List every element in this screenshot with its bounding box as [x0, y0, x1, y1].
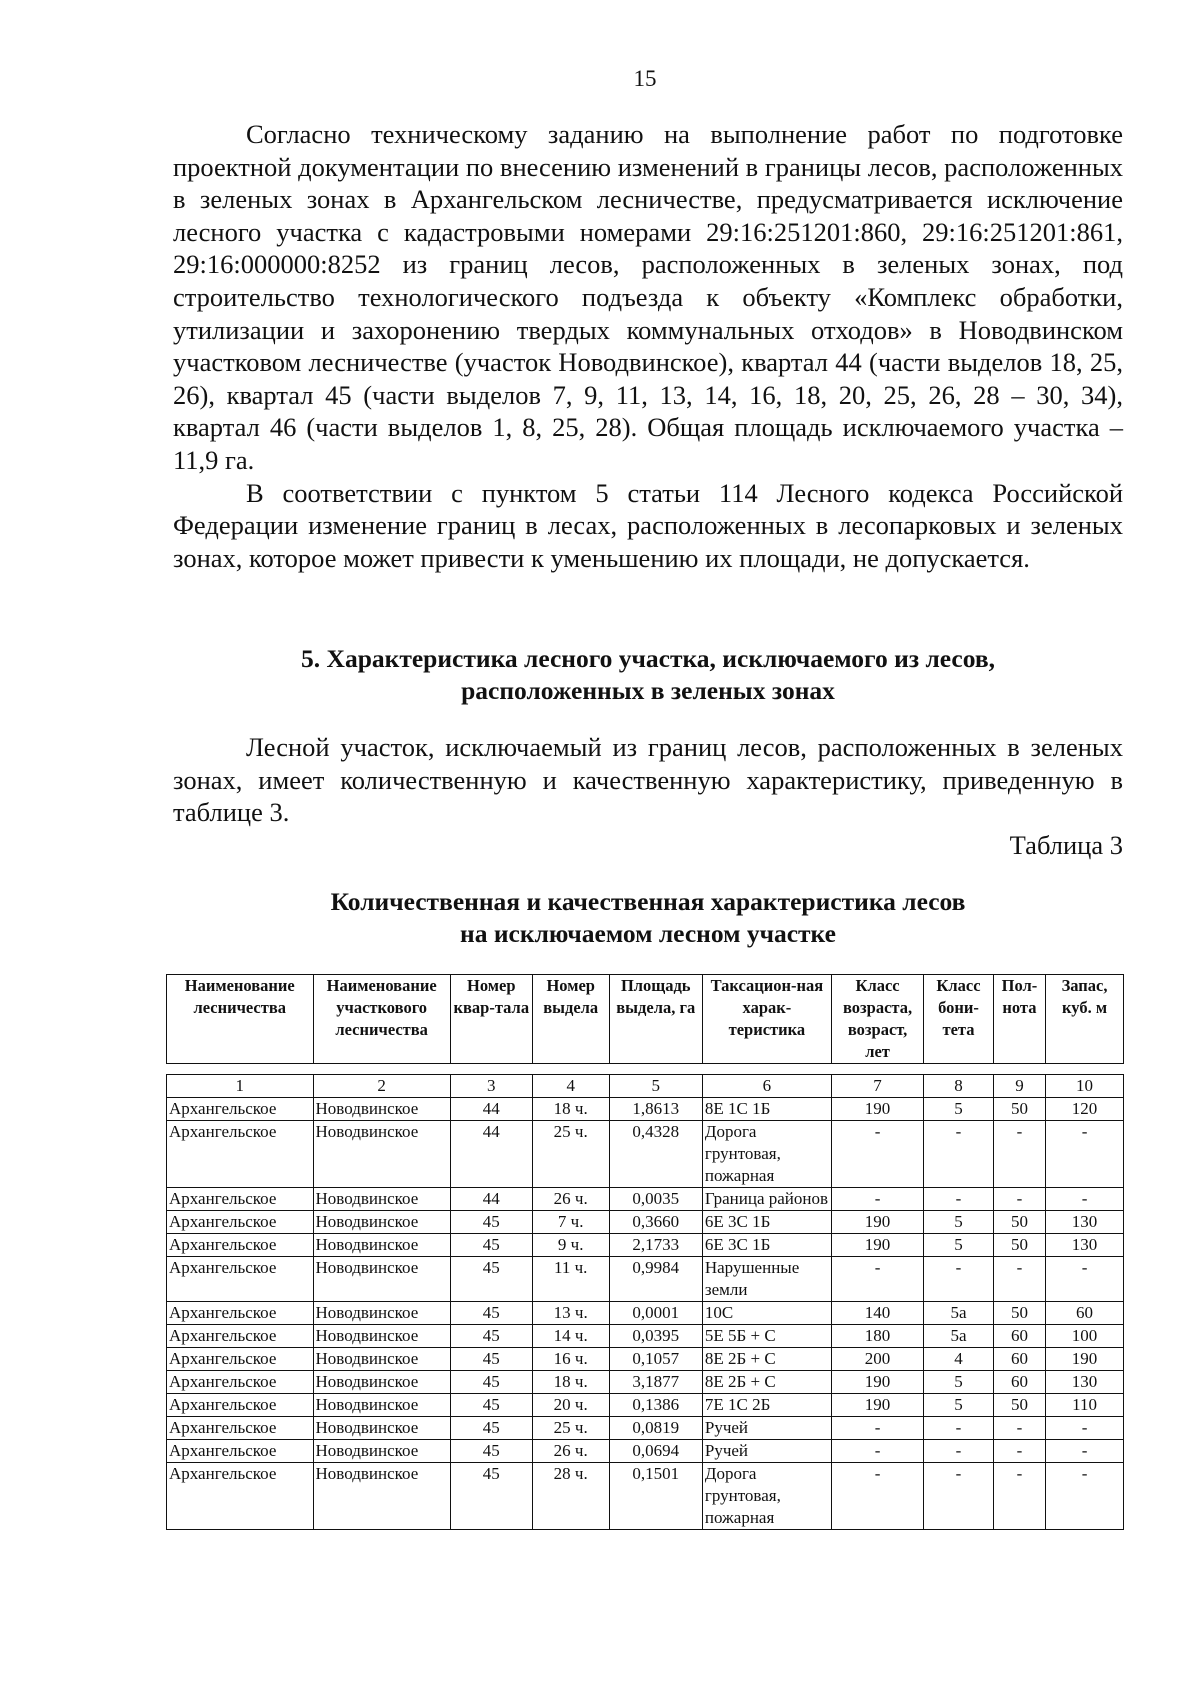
- table-cell: Новодвинское: [313, 1417, 450, 1440]
- table-cell: 5: [924, 1211, 994, 1234]
- table-cell: Новодвинское: [313, 1371, 450, 1394]
- table-cell: 10С: [702, 1302, 831, 1325]
- column-number-cell: 4: [532, 1075, 609, 1098]
- table-cell: 45: [450, 1371, 532, 1394]
- table-cell: 0,3660: [609, 1211, 702, 1234]
- table-cell: Архангельское: [167, 1440, 314, 1463]
- table-cell: -: [1046, 1121, 1124, 1188]
- column-number-row: [167, 1075, 1124, 1098]
- table-cell: -: [1046, 1440, 1124, 1463]
- table-cell: Архангельское: [167, 1348, 314, 1371]
- column-number-cell: 9: [993, 1075, 1045, 1098]
- header-cell: Номер квар-тала: [450, 975, 532, 1064]
- table-cell: 0,0694: [609, 1440, 702, 1463]
- table-cell: 120: [1046, 1098, 1124, 1121]
- table-cell: 60: [1046, 1302, 1124, 1325]
- table-row: [167, 1234, 1124, 1257]
- table-row: [167, 1440, 1124, 1463]
- header-cell: Наименование участкового лесничества: [313, 975, 450, 1064]
- table-cell: -: [993, 1188, 1045, 1211]
- table-cell: 8Е 2Б + С: [702, 1348, 831, 1371]
- header-cell: Таксацион-ная харак-теристика: [702, 975, 831, 1064]
- header-cell: Запас, куб. м: [1046, 975, 1124, 1064]
- table-cell: -: [924, 1257, 994, 1302]
- table-cell: 9 ч.: [532, 1234, 609, 1257]
- table-title-line-2: на исключаемом лесном участке: [460, 919, 836, 948]
- table-cell: Новодвинское: [313, 1302, 450, 1325]
- table-cell: -: [831, 1440, 923, 1463]
- table-cell: 26 ч.: [532, 1440, 609, 1463]
- table-title-line-1: Количественная и качественная характеристика лесов: [330, 887, 966, 916]
- table-cell: Архангельское: [167, 1234, 314, 1257]
- table-cell: Новодвинское: [313, 1211, 450, 1234]
- intro-paragraph-2: В соответствии с пунктом 5 статьи 114 Лесного кодекса Российской Федерации изменение границ в лесах, расположенных в лесопарковых и зеленых зонах, которое может привести к уменьшению их площади, не допускается.: [173, 477, 1123, 573]
- table-cell: 5Е 5Б + С: [702, 1325, 831, 1348]
- table-cell: 5: [924, 1371, 994, 1394]
- table-cell: 45: [450, 1257, 532, 1302]
- table-cell: Архангельское: [167, 1211, 314, 1234]
- table-cell: 5а: [924, 1302, 994, 1325]
- table-cell: 6Е 3С 1Б: [702, 1234, 831, 1257]
- table-cell: Архангельское: [167, 1394, 314, 1417]
- table-cell: -: [1046, 1417, 1124, 1440]
- table-cell: Архангельское: [167, 1417, 314, 1440]
- table-cell: Ручей: [702, 1440, 831, 1463]
- table-cell: 25 ч.: [532, 1121, 609, 1188]
- table-cell: -: [993, 1417, 1045, 1440]
- table-title: [173, 886, 1123, 950]
- table-cell: 8Е 2Б + С: [702, 1371, 831, 1394]
- section-heading-line-1: 5. Характеристика лесного участка, исключаемого из лесов,: [301, 644, 995, 673]
- table-cell: Новодвинское: [313, 1098, 450, 1121]
- table-cell: Новодвинское: [313, 1257, 450, 1302]
- header-cell: Площадь выдела, га: [609, 975, 702, 1064]
- column-number-cell: 10: [1046, 1075, 1124, 1098]
- table-cell: 50: [993, 1211, 1045, 1234]
- table-cell: -: [1046, 1463, 1124, 1530]
- table-cell: 50: [993, 1394, 1045, 1417]
- table-cell: 20 ч.: [532, 1394, 609, 1417]
- column-number-cell: 7: [831, 1075, 923, 1098]
- table-cell: 0,4328: [609, 1121, 702, 1188]
- table-cell: Архангельское: [167, 1371, 314, 1394]
- table-cell: -: [924, 1417, 994, 1440]
- table-cell: Новодвинское: [313, 1394, 450, 1417]
- table-cell: 190: [1046, 1348, 1124, 1371]
- table-cell: 0,0395: [609, 1325, 702, 1348]
- header-cell: Наименование лесничества: [167, 975, 314, 1064]
- table-cell: -: [831, 1257, 923, 1302]
- table-cell: Архангельское: [167, 1463, 314, 1530]
- table-row: [167, 1211, 1124, 1234]
- table-cell: 18 ч.: [532, 1098, 609, 1121]
- table-cell: 5: [924, 1098, 994, 1121]
- table-cell: Дорога грунтовая, пожарная: [702, 1121, 831, 1188]
- table-cell: 45: [450, 1394, 532, 1417]
- table-row: [167, 1417, 1124, 1440]
- table-cell: 11 ч.: [532, 1257, 609, 1302]
- table-cell: 44: [450, 1121, 532, 1188]
- table-cell: -: [993, 1440, 1045, 1463]
- table-cell: 110: [1046, 1394, 1124, 1417]
- table-cell: 60: [993, 1325, 1045, 1348]
- table-cell: 5: [924, 1394, 994, 1417]
- table-cell: -: [831, 1121, 923, 1188]
- table-cell: 1,8613: [609, 1098, 702, 1121]
- table-cell: 190: [831, 1394, 923, 1417]
- table-cell: Архангельское: [167, 1098, 314, 1121]
- table-cell: 7 ч.: [532, 1211, 609, 1234]
- table-number: Таблица 3: [1009, 830, 1123, 860]
- table-body: [166, 1074, 1124, 1530]
- table-cell: 2,1733: [609, 1234, 702, 1257]
- table-cell: Новодвинское: [313, 1188, 450, 1211]
- table-cell: 0,0001: [609, 1302, 702, 1325]
- table-cell: 50: [993, 1098, 1045, 1121]
- table-header: [166, 974, 1124, 1064]
- header-cell: Класс возраста, возраст, лет: [831, 975, 923, 1064]
- table-cell: 6Е 3С 1Б: [702, 1211, 831, 1234]
- column-number-cell: 6: [702, 1075, 831, 1098]
- table-cell: 130: [1046, 1371, 1124, 1394]
- table-cell: 180: [831, 1325, 923, 1348]
- table-cell: Архангельское: [167, 1121, 314, 1188]
- table-cell: 45: [450, 1234, 532, 1257]
- table-cell: Новодвинское: [313, 1463, 450, 1530]
- table-cell: 45: [450, 1417, 532, 1440]
- table-cell: -: [993, 1463, 1045, 1530]
- column-number-cell: 3: [450, 1075, 532, 1098]
- table-row: [167, 1188, 1124, 1211]
- intro-paragraph-1: Согласно техническому заданию на выполнение работ по подготовке проектной документации по внесению изменений в границы лесов, расположенных в зеленых зонах в Архангельском лесничестве, предусматривается исключение лесного участка с кадастровыми номерами 29:16:251201:860, 29:16:251201:861, 29:16:000000:8252 из границ лесов, расположенных в зеленых зонах, под строительство технологического подъезда к объекту «Комплекс обработки, утилизации и захоронению твердых коммунальных отходов» в Новодвинском участковом лесничестве (участок Новодвинское), квартал 44 (части выделов 18, 25, 26), квартал 45 (части выделов 7, 9, 11, 13, 14, 16, 18, 20, 25, 26, 28 – 30, 34), квартал 46 (части выделов 1, 8, 25, 28). Общая площадь исключаемого участка – 11,9 га.: [173, 119, 1123, 475]
- table-cell: 45: [450, 1325, 532, 1348]
- table-row: [167, 1098, 1124, 1121]
- table-cell: Архангельское: [167, 1257, 314, 1302]
- table-cell: 16 ч.: [532, 1348, 609, 1371]
- table-cell: 45: [450, 1302, 532, 1325]
- table-cell: 25 ч.: [532, 1417, 609, 1440]
- column-number-cell: 2: [313, 1075, 450, 1098]
- table-cell: 0,0819: [609, 1417, 702, 1440]
- table-cell: 140: [831, 1302, 923, 1325]
- table-cell: -: [1046, 1257, 1124, 1302]
- table-cell: 0,0035: [609, 1188, 702, 1211]
- table-cell: Дорога грунтовая, пожарная: [702, 1463, 831, 1530]
- table-cell: 5а: [924, 1325, 994, 1348]
- table-cell: 44: [450, 1188, 532, 1211]
- column-number-cell: 1: [167, 1075, 314, 1098]
- table-cell: 14 ч.: [532, 1325, 609, 1348]
- table-cell: 45: [450, 1440, 532, 1463]
- table-cell: Новодвинское: [313, 1121, 450, 1188]
- header-cell: Класс бони-тета: [924, 975, 994, 1064]
- section-heading-line-2: расположенных в зеленых зонах: [461, 676, 835, 705]
- table-cell: 28 ч.: [532, 1463, 609, 1530]
- table-row: [167, 1463, 1124, 1530]
- table-cell: 45: [450, 1211, 532, 1234]
- table-cell: -: [831, 1417, 923, 1440]
- table-cell: 7Е 1С 2Б: [702, 1394, 831, 1417]
- table-cell: Архангельское: [167, 1188, 314, 1211]
- table-cell: 3,1877: [609, 1371, 702, 1394]
- table-cell: -: [924, 1463, 994, 1530]
- table-cell: 190: [831, 1211, 923, 1234]
- table-cell: 200: [831, 1348, 923, 1371]
- table-cell: 13 ч.: [532, 1302, 609, 1325]
- table-cell: Архангельское: [167, 1302, 314, 1325]
- table-cell: 8Е 1С 1Б: [702, 1098, 831, 1121]
- table-cell: Нарушенные земли: [702, 1257, 831, 1302]
- table-row: [167, 1394, 1124, 1417]
- section-text: [173, 731, 1123, 829]
- table-cell: 0,9984: [609, 1257, 702, 1302]
- table-cell: Новодвинское: [313, 1325, 450, 1348]
- intro-text: [173, 118, 1123, 574]
- table-cell: -: [993, 1257, 1045, 1302]
- table-cell: 50: [993, 1302, 1045, 1325]
- table-row: [167, 1325, 1124, 1348]
- table-cell: 5: [924, 1234, 994, 1257]
- table-cell: -: [1046, 1188, 1124, 1211]
- table-cell: -: [924, 1121, 994, 1188]
- table-cell: -: [831, 1188, 923, 1211]
- section-heading: [173, 643, 1123, 707]
- column-number-cell: 5: [609, 1075, 702, 1098]
- column-number-cell: 8: [924, 1075, 994, 1098]
- table-cell: 60: [993, 1348, 1045, 1371]
- table-cell: 130: [1046, 1211, 1124, 1234]
- table-cell: 0,1501: [609, 1463, 702, 1530]
- table-cell: 45: [450, 1463, 532, 1530]
- table-cell: -: [831, 1463, 923, 1530]
- table-cell: 4: [924, 1348, 994, 1371]
- table-row: [167, 1121, 1124, 1188]
- table-cell: 100: [1046, 1325, 1124, 1348]
- table-cell: -: [924, 1188, 994, 1211]
- table-cell: 45: [450, 1348, 532, 1371]
- page-number: 15: [633, 66, 657, 91]
- table-cell: Новодвинское: [313, 1234, 450, 1257]
- section-paragraph: Лесной участок, исключаемый из границ лесов, расположенных в зеленых зонах, имеет количественную и качественную характеристику, приведенную в таблице 3.: [173, 732, 1123, 828]
- table-cell: Новодвинское: [313, 1440, 450, 1463]
- table-cell: 44: [450, 1098, 532, 1121]
- table-cell: Граница районов: [702, 1188, 831, 1211]
- table-row: [167, 1371, 1124, 1394]
- header-cell: Номер выдела: [532, 975, 609, 1064]
- table-cell: 60: [993, 1371, 1045, 1394]
- table-row: [167, 1257, 1124, 1302]
- table-row: [167, 1302, 1124, 1325]
- header-cell: Пол-нота: [993, 975, 1045, 1064]
- table-cell: 50: [993, 1234, 1045, 1257]
- table-cell: -: [993, 1121, 1045, 1188]
- table-cell: -: [924, 1440, 994, 1463]
- table-cell: Новодвинское: [313, 1348, 450, 1371]
- table-cell: Ручей: [702, 1417, 831, 1440]
- table-cell: 190: [831, 1371, 923, 1394]
- table-cell: 0,1386: [609, 1394, 702, 1417]
- table-cell: 0,1057: [609, 1348, 702, 1371]
- table-cell: 130: [1046, 1234, 1124, 1257]
- table-cell: 190: [831, 1098, 923, 1121]
- table-cell: Архангельское: [167, 1325, 314, 1348]
- table-cell: 18 ч.: [532, 1371, 609, 1394]
- table-row: [167, 1348, 1124, 1371]
- table-cell: 190: [831, 1234, 923, 1257]
- table-cell: 26 ч.: [532, 1188, 609, 1211]
